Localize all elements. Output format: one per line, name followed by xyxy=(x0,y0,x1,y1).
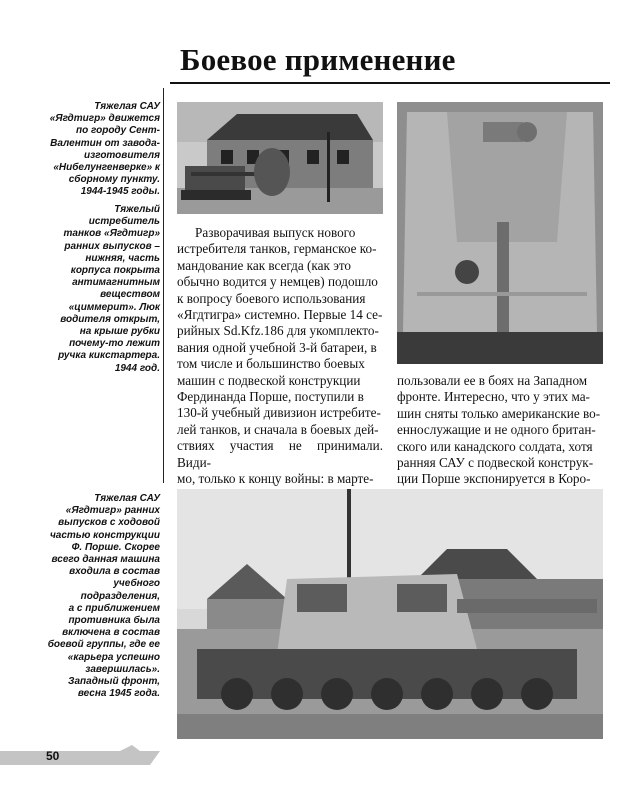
page-title: Боевое применение xyxy=(180,42,456,77)
column-divider xyxy=(163,88,164,483)
body-text-column-2: пользовали ее в боях на Западном фронте. Интересно, что у этих ма- шин сняты только американские во- еннослужащие и не одного британ- ского или канадского солдата, хотя ранняя САУ с подвеской конструк- ции Порше экспонируется в Коро- xyxy=(397,373,601,487)
photo-jagdtiger-side xyxy=(177,489,603,739)
page-number: 50 xyxy=(46,749,60,763)
photo-overhead-jagdtiger xyxy=(397,102,603,364)
caption-photo-1: Тяжелая САУ «Ягдтигр» движется по городу Сент- Валентин от завода- изготовителя «Нибелунгенверке» к сборному пункту. 1944-1945 годы. xyxy=(49,101,160,198)
photo-street-jagdtiger xyxy=(177,102,383,214)
body-text-column-1: Разворачивая выпуск нового истребителя танков, германское ко- мандование как всегда (как это обычно водится у немцев) подошло к вопросу боевого использования «Ягдтигра» системно. Первые 14 се- рийных Sd.Kfz.186 для укомплекто- вания одной учебной 3-й батареи, в том числе и большинство боевых машин с подвеской конструкции Фердинанда Порше, поступили в 130-й учебный дивизион истребите- лей танков, и сначала в боевых дей- ствиях участия не принимали. Види- мо, только к концу войны: в марте- xyxy=(177,225,383,487)
caption-photo-2: Тяжелый истребитель танков «Ягдтигр» ранних выпусков – нижняя, часть корпуса покрыта антимагнитным веществом «циммерит». Люк водителя открыт, на крыше рубки почему-то лежит ручка кикстартера. 1944 год. xyxy=(58,204,160,374)
title-underline xyxy=(170,82,610,84)
tank-silhouette-icon xyxy=(0,745,160,769)
page-header xyxy=(170,42,600,82)
caption-photo-3: Тяжелая САУ «Ягдтигр» ранних выпусков с ходовой частью конструкции Ф. Порше. Скорее всего данная машина входила в состав учебного подразделения, а с приближением противника была включена в состав боевой группы, где ее «карьера успешно завершилась». Западный фронт, весна 1945 года. xyxy=(47,493,160,700)
page-number-tab xyxy=(0,745,160,769)
